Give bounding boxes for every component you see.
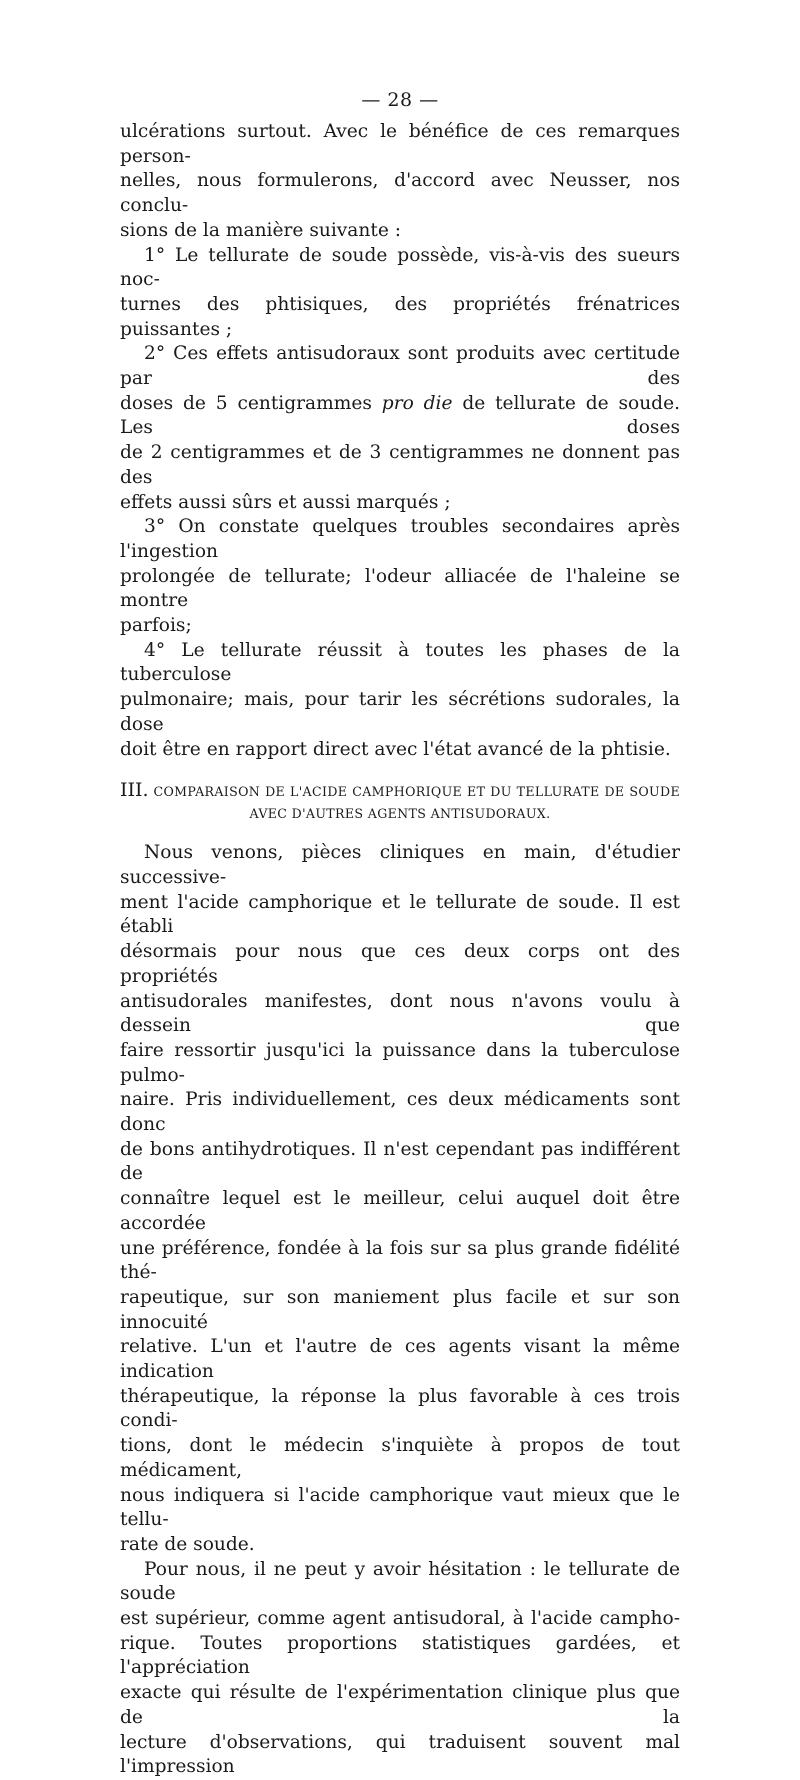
text-line: sions de la manière suivante :	[120, 219, 401, 241]
text-line: rapeutique, sur son maniement plus facile et sur son innocuité	[120, 1286, 680, 1333]
text-line: faire ressortir jusqu'ici la puissance dans la tuberculose pulmo-	[120, 1039, 680, 1086]
text-line: nelles, nous formulerons, d'accord avec Neusser, nos conclu-	[120, 170, 680, 217]
section-title-part-1: COMPARAISON DE L'ACIDE CAMPHORIQUE ET DU TELLURATE DE SOUDE	[153, 784, 680, 800]
text-line: naire. Pris individuellement, ces deux médicaments sont donc	[120, 1089, 680, 1136]
text-line: rique. Toutes proportions statistiques gardées, et l'appréciation	[120, 1632, 680, 1679]
text-line: relative. L'un et l'autre de ces agents visant la même indication	[120, 1336, 680, 1383]
text-line: pulmonaire; mais, pour tarir les sécrétions sudorales, la dose	[120, 689, 680, 735]
text-line: nous indiquera si l'acide camphorique vaut mieux que le tellu-	[120, 1484, 680, 1531]
text-line: parfois;	[120, 615, 192, 637]
text-line: Nous venons, pièces cliniques en main, d'étudier successive-	[120, 842, 680, 888]
section-title-part-2: AVEC D'AUTRES AGENTS ANTISUDORAUX.	[249, 806, 551, 822]
italic-latin-term: pro die	[381, 392, 453, 414]
section-heading-line-1	[120, 779, 680, 803]
text-line: ment l'acide camphorique et le tellurate de soude. Il est établi	[120, 891, 680, 938]
section-heading	[120, 779, 680, 825]
text-line: thérapeutique, la réponse la plus favorable à ces trois condi-	[120, 1385, 680, 1432]
paragraph-body-1	[120, 841, 680, 1557]
text-segment: de tellurate de soude. Les doses	[120, 392, 680, 439]
text-line: une préférence, fondée à la fois sur sa plus grande fidélité thé-	[120, 1237, 680, 1284]
text-line: connaître lequel est le meilleur, celui auquel doit être accordée	[120, 1188, 680, 1234]
text-line-with-italic	[120, 392, 680, 441]
paragraph-conclusion-1	[120, 244, 680, 343]
section-numeral: III.	[120, 779, 149, 802]
text-line: 3° On constate quelques troubles secondaires après l'ingestion	[120, 516, 680, 562]
text-line: 4° Le tellurate réussit à toutes les phases de la tuberculose	[120, 639, 680, 686]
paragraph-conclusion-3	[120, 515, 680, 639]
text-line: tions, dont le médecin s'inquiète à propos de tout médicament,	[120, 1435, 680, 1481]
page-number: — 28 —	[361, 89, 439, 111]
text-line: antisudorales manifestes, dont nous n'avons voulu à dessein que	[120, 990, 680, 1037]
text-line: ulcérations surtout. Avec le bénéfice de ces remarques person-	[120, 121, 680, 167]
text-line: turnes des phtisiques, des propriétés frénatrices puissantes ;	[120, 293, 680, 340]
text-line: lecture d'observations, qui traduisent souvent mal l'impression	[120, 1731, 680, 1778]
text-line: Pour nous, il ne peut y avoir hésitation : le tellurate de soude	[120, 1558, 680, 1605]
text-line: de bons antihydrotiques. Il n'est cependant pas indifférent de	[120, 1138, 680, 1185]
text-line: exacte qui résulte de l'expérimentation clinique plus que de la	[120, 1682, 680, 1728]
paragraph-conclusion-4	[120, 639, 680, 763]
paragraph-body-2	[120, 1558, 680, 1780]
text-line: de 2 centigrammes et de 3 centigrammes ne donnent pas des	[120, 442, 680, 488]
text-line: est supérieur, comme agent antisudoral, à l'acide campho-	[120, 1608, 680, 1630]
paragraph-conclusion-2	[120, 342, 680, 515]
text-line: rate de soude.	[120, 1533, 255, 1555]
text-line: effets aussi sûrs et aussi marqués ;	[120, 491, 451, 513]
document-page	[120, 88, 680, 1780]
paragraph-conclusion-intro	[120, 120, 680, 244]
text-line: prolongée de tellurate; l'odeur alliacée de l'haleine se montre	[120, 565, 680, 612]
text-line: doit être en rapport direct avec l'état avancé de la phtisie.	[120, 738, 671, 760]
text-line: 2° Ces effets antisudoraux sont produits avec certitude par des	[120, 343, 680, 390]
text-segment: doses de 5 centigrammes	[120, 392, 372, 414]
text-line: désormais pour nous que ces deux corps ont des propriétés	[120, 941, 680, 987]
text-line: 1° Le tellurate de soude possède, vis-à-vis des sueurs noc-	[120, 244, 680, 291]
